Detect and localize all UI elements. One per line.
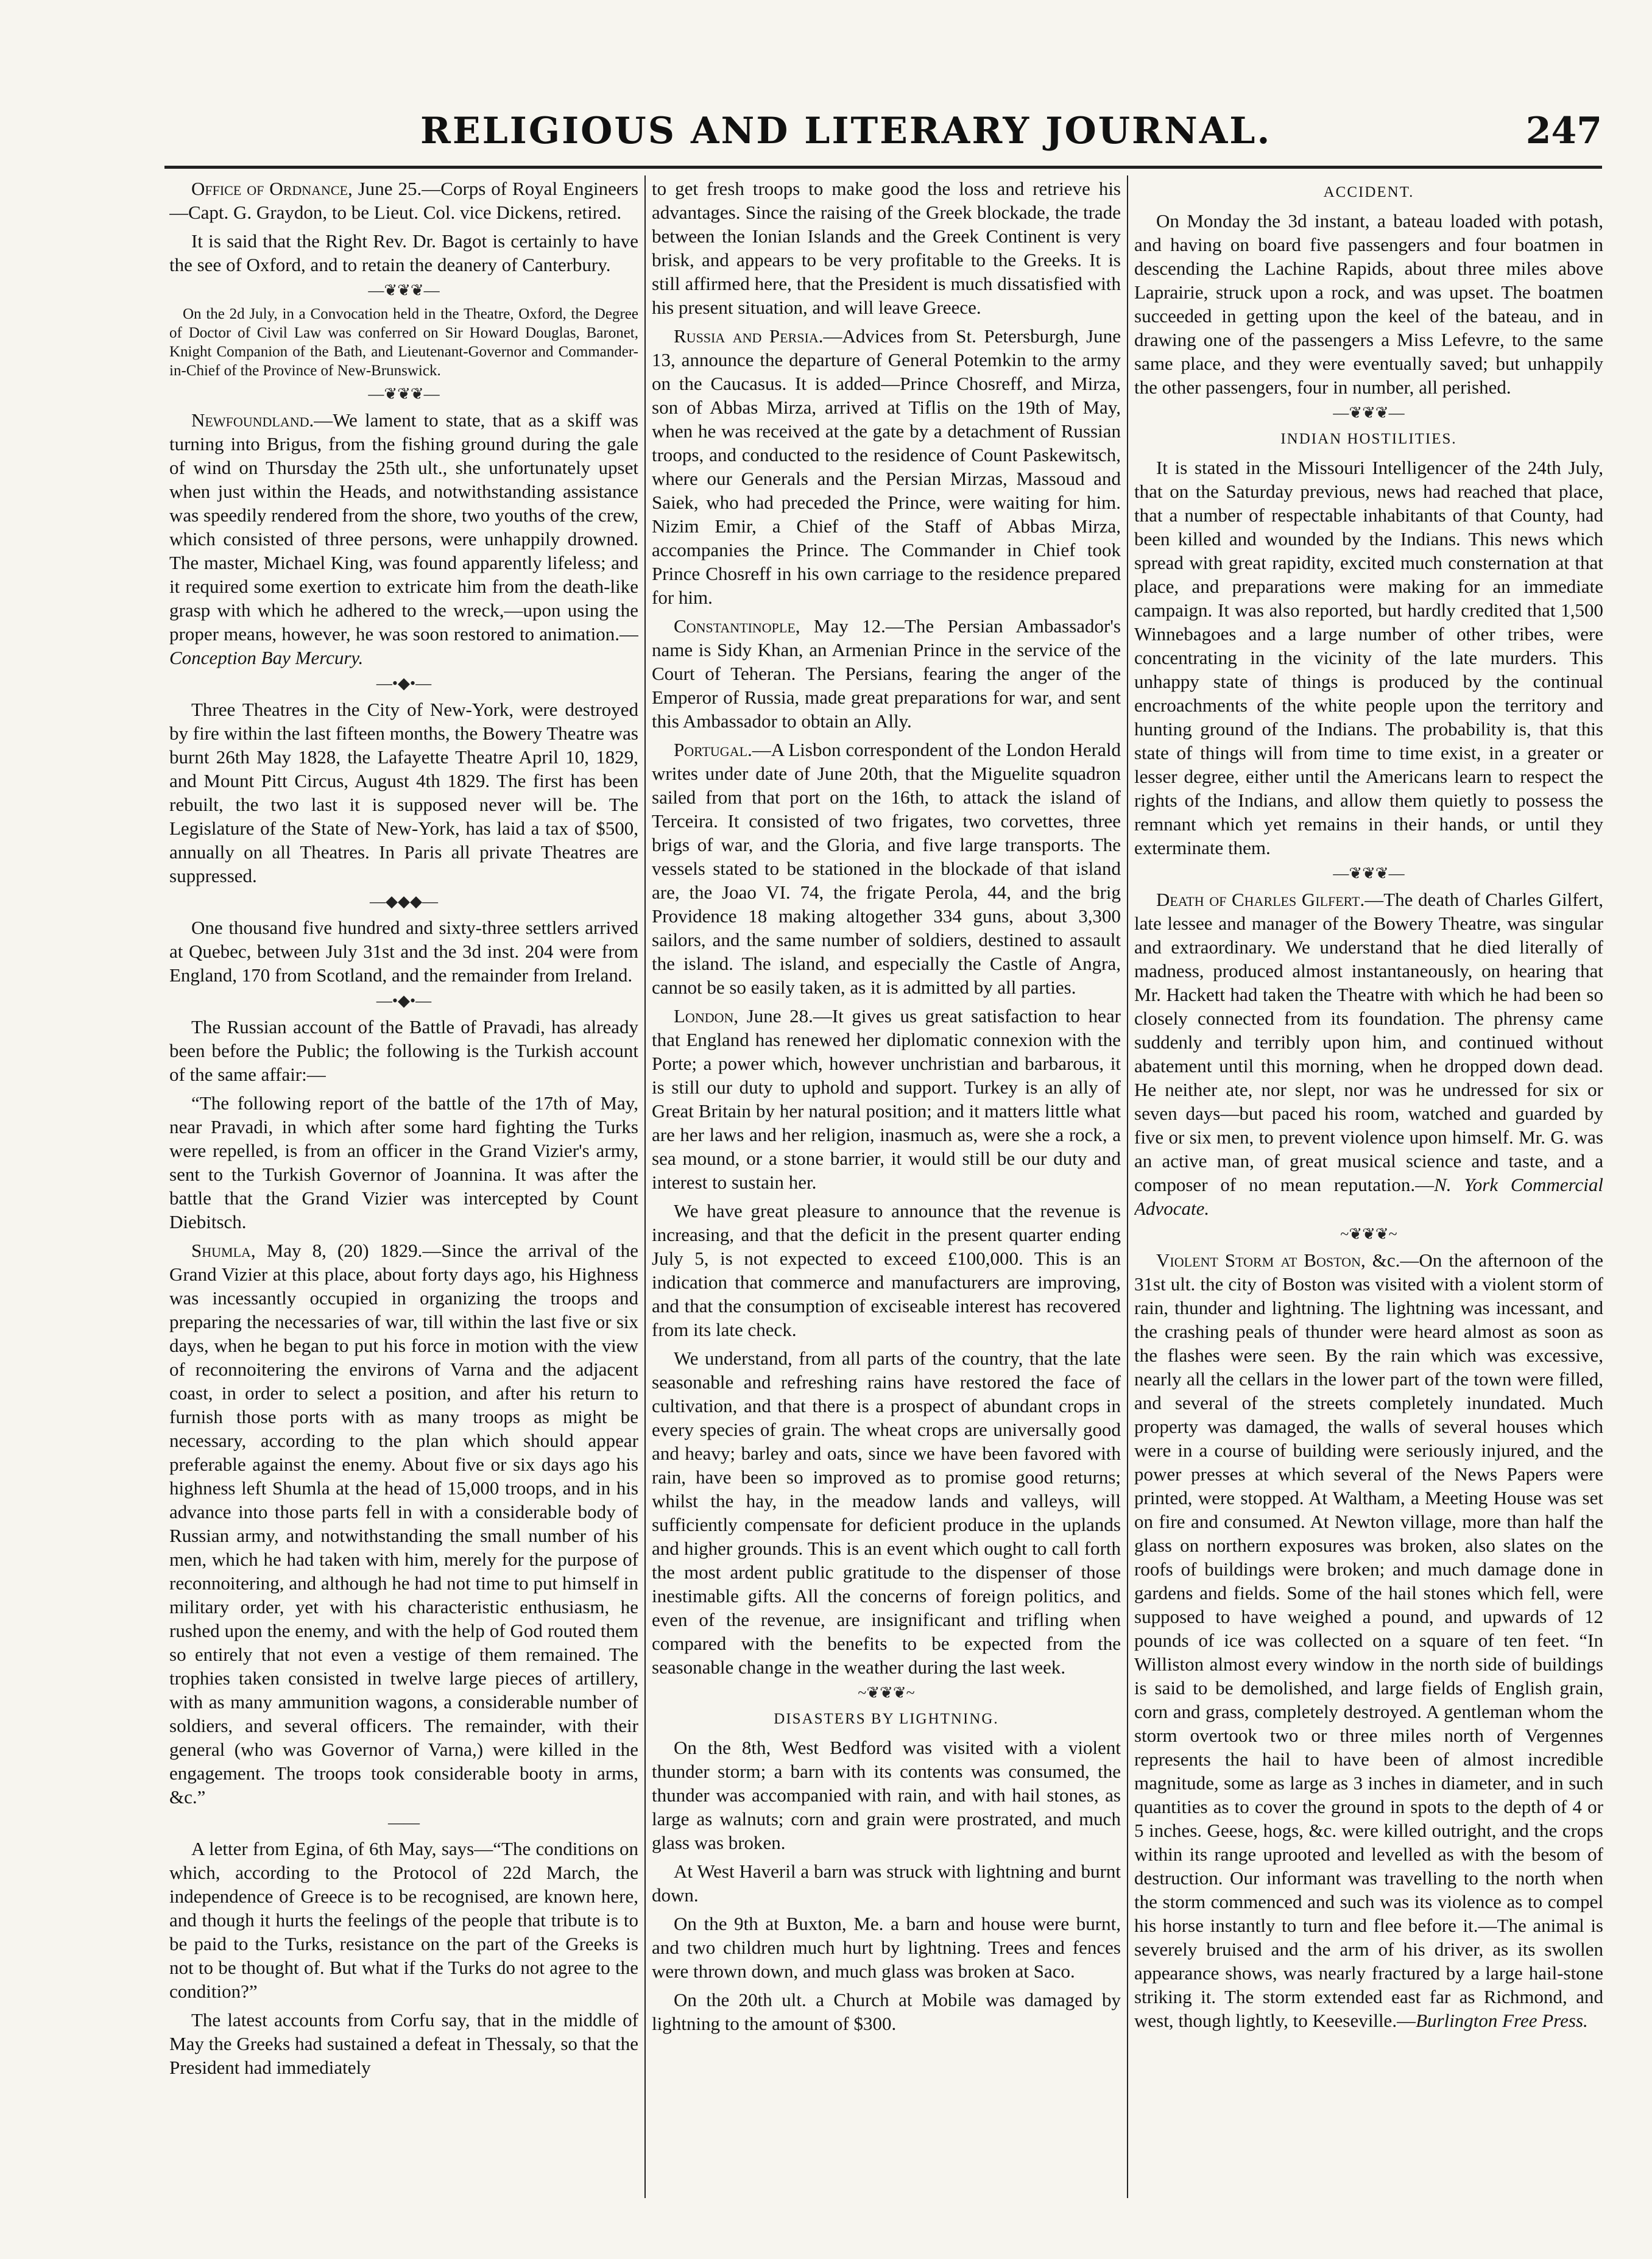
article-headline: Office of Ordnance, xyxy=(191,178,353,199)
article-text: On the 8th, West Bedford was visited with a violent thunder storm; a barn with its contents was consumed, the thunder was accompanied with rain, and with hail stones, as large as walnuts; corn and grain were prostrated, and much glass was broken. xyxy=(652,1737,1121,1853)
article-text: June 28.—It gives us great satisfaction to hear that England has renewed her diplomatic connexion with the Porte; a power which, however unchristian and barbarous, it is still our duty to uphold and support. Turkey is an ally of Great Britain by her natural position; and it matters little what are her laws and her religion, inasmuch as, were she a rock, a sea mound, or a stone barrier, it would still be our duty and interest to sustain her. xyxy=(652,1005,1121,1193)
article-paragraph xyxy=(652,1199,1121,1342)
page-header xyxy=(128,110,1602,164)
article-paragraph xyxy=(1134,209,1603,399)
page-number: 247 xyxy=(1525,110,1602,152)
article-paragraph xyxy=(169,408,638,670)
article-text: We have great pleasure to announce that the revenue is increasing, and that the deficit in the present quarter ending July 5, is not expected to exceed £100,000. This is an indication that commerce and manufacturers are improving, and that the consumption of exciseable interest has recovered from its late check. xyxy=(652,1200,1121,1340)
ornament-divider: —•◆•— xyxy=(376,674,432,692)
article-paragraph xyxy=(652,614,1121,733)
article-paragraph xyxy=(652,1346,1121,1679)
article-headline: Constantinople, xyxy=(674,615,800,637)
article-text: On the 9th at Buxton, Me. a barn and house were burnt, and two children much hurt by lightning. Trees and fences were thrown down, and much glass was broken at Saco. xyxy=(652,1913,1121,1982)
article-headline: Death of Charles Gilfert. xyxy=(1156,889,1365,910)
article-headline: Violent Storm at Boston, xyxy=(1156,1250,1366,1271)
article-text: &c.—On the afternoon of the 31st ult. the city of Boston was visited with a violent storm of rain, thunder and lightning. The lightning was incessant, and the crashing peals of thunder were heard almost as soon as the flashes were seen. By the rain which was excessive, nearly all the cellars in the lower part of the town were filled, and several of the streets completely inundated. Much property was damaged, the walls of several houses which were in a course of building were seriously injured, and the power presses at which several of the News Papers were printed, were stopped. At Waltham, a Meeting House was set on fire and consumed. At Newton village, more than half the glass on northern exposures was broken, also slates on the roofs of buildings were broken; and much damage done in gardens and fields. Some of the hail stones which fell, were supposed to have weighed a pound, and upwards of 12 pounds of ice was collected on a square of ten feet. “In Williston almost every window in the north side of buildings is said to be demolished, and large fields of English grain, corn and grass, completely destroyed. A gentleman whom the storm overtook two or three miles north of Vergennes represents the hail to have been of almost incredible magnitude, some as large as 3 inches in diameter, and in such quantities as to cover the ground in spots to the depth of 4 or 5 inches. Geese, hogs, &c. were killed outright, and the crops within its range uprooted and levelled as with the besom of destruction. Our informant was travelling to the north when the storm commenced and such was its violence as to compel his horse instantly to turn and flee before it.—The animal is severely bruised and the arm of his driver, as its swollen appearance shows, was nearly fractured by a large hail-stone striking it. The storm extended east far as Richmond, and west, though lightly, to Keeseville.— xyxy=(1134,1250,1603,2031)
article-paragraph xyxy=(169,916,638,987)
column-3 xyxy=(1134,177,1603,2205)
article-text: We understand, from all parts of the country, that the late seasonable and refreshing rains have restored the face of cultivation, and that there is a prospect of abundant crops in every species of grain. The wheat crops are universally good and heavy; barley and oats, since we have been favored with rain, have been so improved as to promise good returns; whilst the hay, in the meadow lands and valleys, will sufficiently compensate for deficient produce in the uplands and higher grounds. This is an event which ought to call forth the most ardent public gratitude to the dispenser of those inestimable gifts. All the concerns of foreign politics, and even of the revenue, are insignificant and trifling when compared with the benefits to be expected from the seasonable change in the weather during the last week. xyxy=(652,1348,1121,1678)
article-headline: Shumla, xyxy=(191,1240,256,1261)
article-text: At West Haveril a barn was struck with lightning and burnt down. xyxy=(652,1861,1121,1906)
article-paragraph xyxy=(652,1736,1121,1854)
article-paragraph xyxy=(652,1004,1121,1194)
ornament-divider: ~❦❦❦~ xyxy=(858,1684,915,1702)
journal-title: RELIGIOUS AND LITERARY JOURNAL. xyxy=(420,110,1272,152)
article-paragraph xyxy=(652,1859,1121,1907)
article-text: —A Lisbon correspondent of the London Herald writes under date of June 20th, that the Miguelite squadron sailed from that port on the 16th, to attack the island of Terceira. It consisted of two frigates, two corvettes, three brigs of war, and the Gloria, and five large transports. The vessels stated to be stationed in the blockade of that island are, the Joao VI. 74, the frigate Perola, 44, and the brig Providence 18 making altogether 334 guns, about 3,300 sailors, and the same number of soldiers, destined to assault the island. The island, and especially the Castle of Angra, cannot be so easily taken, as it is admitted by all parties. xyxy=(652,739,1121,998)
article-headline: Portugal. xyxy=(674,739,752,760)
column-divider-1 xyxy=(644,175,646,2198)
ornament-divider: —❦❦❦— xyxy=(1333,864,1405,882)
column-divider-2 xyxy=(1127,175,1128,2198)
article-paragraph xyxy=(169,2008,638,2079)
article-paragraph xyxy=(169,1837,638,2003)
article-text: On the 20th ult. a Church at Mobile was damaged by lightning to the amount of $300. xyxy=(652,1989,1121,2034)
section-heading: DISASTERS BY LIGHTNING. xyxy=(774,1711,999,1727)
article-text: to get fresh troops to make good the loss and retrieve his advantages. Since the raising of the Greek blockade, the trade between the Ionian Islands and the Greek Continent is very brisk, and appears to be very profitable to the Greeks. It is still affirmed here, that the President is much dissatisfied with his present situation, and will leave Greece. xyxy=(652,178,1121,318)
article-paragraph xyxy=(169,1091,638,1234)
ornament-divider: —◆◆◆— xyxy=(370,893,438,910)
article-text: —We lament to state, that as a skiff was turning into Brigus, from the fishing ground during the gale of wind on Thursday the 25th ult., she unfortunately upset when just within the Heads, and notwithstanding assistance was speedily rendered from the shore, two youths of the crew, which consisted of three persons, were unhappily drowned. The master, Michael King, was found apparently lifeless; and it required some exertion to extricate him from the death-like grasp with which he adhered to the wreck,—upon using the proper means, however, he was soon restored to animation.— xyxy=(169,409,638,645)
article-text: The latest accounts from Corfu say, that in the middle of May the Greeks had sustained a defeat in Thessaly, so that the President had immediately xyxy=(169,2009,638,2078)
notice-paragraph xyxy=(169,305,638,380)
article-text: Three Theatres in the City of New-York, were destroyed by fire within the last fifteen months, the Bowery Theatre was burnt 26th May 1828, the Lafayette Theatre April 10, 1829, and Mount Pitt Circus, August 4th 1829. The first has been rebuilt, the two last it is supposed never will be. The Legislature of the State of New-York, has laid a tax of $500, annually on all Theatres. In Paris all private Theatres are suppressed. xyxy=(169,699,638,886)
ornament-divider: —•◆•— xyxy=(376,992,432,1009)
article-paragraph xyxy=(652,324,1121,609)
article-text: June 25.—Corps of Royal Engineers—Capt. G. Graydon, to be Lieut. Col. vice Dickens, retired. xyxy=(169,178,638,223)
article-text: May 8, (20) 1829.—Since the arrival of the Grand Vizier at this place, about forty days ago, his Highness was incessantly occupied in organizing the troops and preparing the necessaries of war, till within the last five or six days, when he began to put his force in motion with the view of reconnoitering the environs of Varna and the adjacent coast, in order to select a position, and after his return to furnish those ports with as many troops as might be necessary, according to the plan which should appear preferable against the enemy. About five or six days ago his highness left Shumla at the head of 15,000 troops, and in his advance into those parts fell in with a considerable body of Russian army, and notwithstanding the small number of his men, which he had taken with him, merely for the purpose of reconnoitering, and although he had not time to put himself in military order, yet with his characteristic enthusiasm, he rushed upon the enemy, and with the help of God routed them so entirely that not even a vestige of them remained. The trophies taken consisted in twelve large pieces of artillery, with as many ammunition wagons, a considerable number of soldiers, and several officers. The remainder, with their general (who was Governor of Varna,) were killed in the engagement. The troops took considerable booty in arms, &c.” xyxy=(169,1240,638,1808)
article-text: The Russian account of the Battle of Pravadi, has already been before the Public; the following is the Turkish account of the same affair:— xyxy=(169,1016,638,1085)
article-text: It is said that the Right Rev. Dr. Bagot is certainly to have the see of Oxford, and to retain the deanery of Canterbury. xyxy=(169,230,638,275)
column-2 xyxy=(652,177,1121,2205)
ornament-divider: —❦❦❦— xyxy=(1333,404,1405,422)
column-1 xyxy=(169,177,638,2205)
article-text: It is stated in the Missouri Intelligencer of the 24th July, that on the Saturday previous, news had reached that place, that a number of respectable inhabitants of that County, had been killed and wounded by the Indians. This news which spread with great rapidity, excited much consternation at that place, and preparations were making for an immediate campaign. It was also reported, but hardly credited that 1,500 Winnebagoes and a large number of other tribes, were concentrating in the vicinity of the late murders. This unhappy state of things is produced by the continual encroachments of the white people upon the territory and hunting ground of the Indians. The probability is, that this state of things will from time to time exist, in a greater or lesser degree, either until the Americans learn to respect the rights of the Indians, and allow them quietly to possess the remnant which yet remains in their hands, or until they exterminate them. xyxy=(1134,457,1603,858)
article-paragraph xyxy=(169,1239,638,1809)
ornament-divider: —❦❦❦— xyxy=(368,385,440,403)
article-paragraph xyxy=(169,1015,638,1086)
article-paragraph xyxy=(652,1912,1121,1983)
article-paragraph xyxy=(652,1988,1121,2035)
article-headline: London, xyxy=(674,1005,739,1027)
article-text: On Monday the 3d instant, a bateau loaded with potash, and having on board five passengers and four boatmen in descending the Lachine Rapids, about three miles above Laprairie, struck upon a rock, and was upset. The boatmen succeeded in getting upon the keel of the bateau, and in drawing one of the passengers a Miss Lefevre, to the same same place, and they were eventually saved; but unhappily the other passengers, four in number, all perished. xyxy=(1134,210,1603,398)
header-rule xyxy=(164,166,1602,169)
ornament-divider: —— xyxy=(388,1814,420,1831)
article-paragraph xyxy=(1134,1248,1603,2032)
section-heading: ACCIDENT. xyxy=(1323,184,1414,200)
article-text: One thousand five hundred and sixty-three settlers arrived at Quebec, between July 31st and the 3d inst. 204 were from England, 170 from Scotland, and the remainder from Ireland. xyxy=(169,917,638,986)
article-paragraph xyxy=(1134,888,1603,1220)
article-text: On the 2d July, in a Convocation held in the Theatre, Oxford, the Degree of Doctor of Civil Law was conferred on Sir Howard Douglas, Baronet, Knight Companion of the Bath, and Lieutenant-Governor and Commander-in-Chief of the Province of New-Brunswick. xyxy=(169,306,638,379)
article-text: “The following report of the battle of the 17th of May, near Pravadi, in which after some hard fighting the Turks were repelled, is from an officer in the Grand Vizier's army, sent to the Turkish Governor of Joannina. It was after the battle that the Grand Vizier was intercepted by Count Diebitsch. xyxy=(169,1092,638,1232)
article-paragraph xyxy=(652,177,1121,319)
ornament-divider: —❦❦❦— xyxy=(368,281,440,299)
source-attribution: Conception Bay Mercury. xyxy=(169,647,364,668)
article-text: May 12.—The Persian Ambassador's name is Sidy Khan, an Armenian Prince in the service of the Court of Teheran. The Persians, fearing the anger of the Emperor of Russia, made great preparations for war, and sent this Ambassador to obtain an Ally. xyxy=(652,615,1121,732)
article-headline: Russia and Persia. xyxy=(674,325,824,347)
article-text: A letter from Egina, of 6th May, says—“The conditions on which, according to the Protocol of 22d March, the independence of Greece is to be recognised, are known here, and though it hurts the feelings of the people that tribute is to be paid to the Turks, resistance on the part of the Greeks is not to be thought of. But what if the Turks do not agree to the condition?” xyxy=(169,1838,638,2002)
article-paragraph xyxy=(652,738,1121,999)
article-paragraph xyxy=(169,698,638,888)
article-text: —The death of Charles Gilfert, late lessee and manager of the Bowery Theatre, was singular and extraordinary. We understand that he died literally of madness, produced almost instantaneously, on hearing that Mr. Hackett had taken the Theatre with which he had been so closely connected from its foundation. The phrensy came suddenly and terribly upon him, and continued without abatement until this morning, when he dropped down dead. He neither ate, nor slept, nor was he undressed for six or seven days—but paced his room, watched and guarded by five or six men, to prevent violence upon himself. Mr. G. was an active man, of great musical science and taste, and a composer of no mean reputation.— xyxy=(1134,889,1603,1195)
article-headline: Newfoundland. xyxy=(191,409,314,431)
source-attribution: N. York Commercial Advocate. xyxy=(1134,1174,1603,1219)
article-paragraph xyxy=(169,177,638,224)
ornament-divider: ~❦❦❦~ xyxy=(1340,1225,1397,1243)
article-text: —Advices from St. Petersburgh, June 13, announce the departure of General Potemkin to the army on the Caucasus. It is added—Prince Chosreff, and Mirza, son of Abbas Mirza, arrived at Tiflis on the 19th of May, when he was received at the gate by a detachment of Russian troops, and conducted to the residence of Count Paskewitsch, where our Generals and the Persian Mirzas, Massoud and Saiek, who had preceded the Prince, were waiting for him. Nizim Emir, a Chief of the Staff of Abbas Mirza, accompanies the Prince. The Commander in Chief took Prince Chosreff in his own carriage to the residence prepared for him. xyxy=(652,325,1121,608)
article-paragraph xyxy=(169,229,638,277)
article-paragraph xyxy=(1134,456,1603,860)
section-heading: INDIAN HOSTILITIES. xyxy=(1280,431,1457,447)
source-attribution: Burlington Free Press. xyxy=(1416,2010,1588,2031)
